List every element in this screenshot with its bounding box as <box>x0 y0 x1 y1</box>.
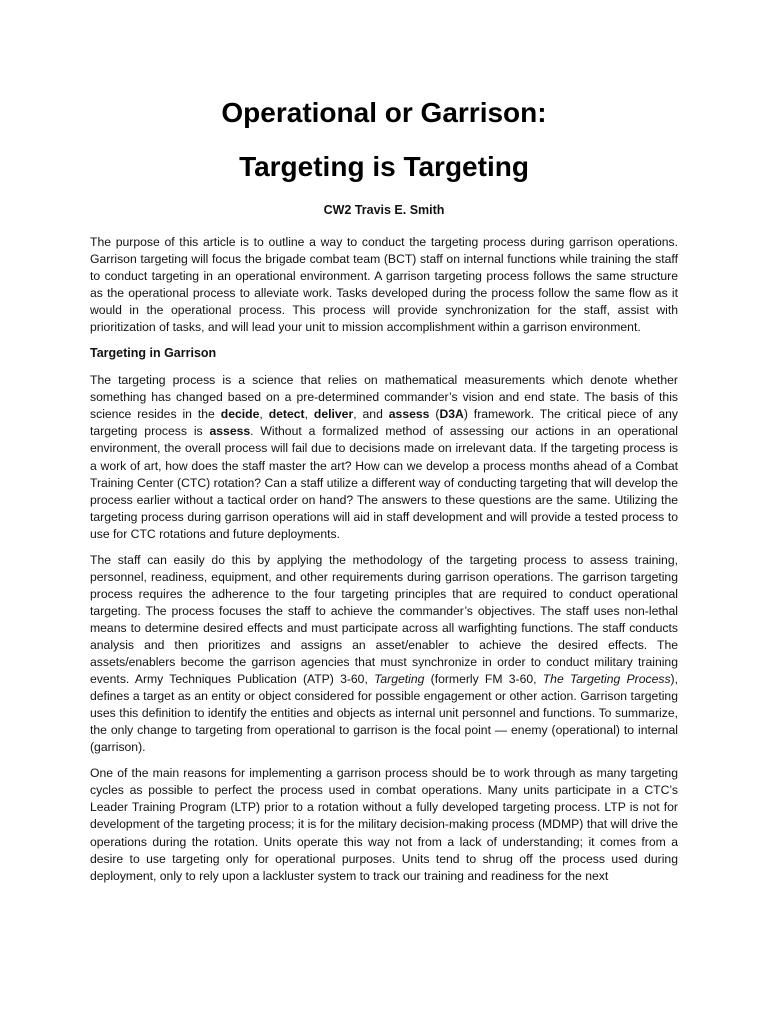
term-detect: detect <box>268 407 305 422</box>
text-run: , <box>304 407 314 422</box>
term-decide: decide <box>220 407 260 422</box>
publication-title-targeting: Targeting <box>374 672 425 687</box>
document-title-line-2: Targeting is Targeting <box>239 151 529 182</box>
term-deliver: deliver <box>313 407 354 422</box>
term-assess: assess <box>388 407 430 422</box>
author-byline: CW2 Travis E. Smith <box>323 203 445 217</box>
text-run: . Without a formalized method of assessing our actions in an operational environment, the overall process will fail due to decisions made on irrelevant data. If the targeting process is a work of art, how does the staff master the art? How can we develop a process months ahead of a Combat Training Center (CTC) rotation? Can a staff utilize a different way of conducting targeting that will develop the process earlier without a tactical order on hand? The answers to these questions are the same. Utilizing the targeting process during garrison operations will aid in staff development and will provide a tested process to use for CTC rotations and future deployments. <box>90 424 678 541</box>
document-page <box>90 96 678 894</box>
paragraph-main-reasons: One of the main reasons for implementing a garrison process should be to work through as many targeting cycles as possible to perfect the process used in combat operations. Many units participate in a CTC’s Leader Training Program (LTP) prior to a rotation without a fully developed targeting process. LTP is not for development of the targeting process; it is for the military decision-making process (MDMP) that will drive the operations during the rotation. Units operate this way not from a lack of understanding; it comes from a desire to use targeting only for operational purposes. Units tend to shrug off the process used during deployment, only to rely upon a lackluster system to track our training and readiness for the next <box>90 766 678 883</box>
term-assess-emphasis: assess <box>209 424 251 439</box>
section-heading-targeting-in-garrison: Targeting in Garrison <box>90 346 217 361</box>
paragraph-staff-methodology <box>90 552 678 757</box>
paragraph-intro: The purpose of this article is to outline a way to conduct the targeting process during garrison operations. Garrison targeting will focus the brigade combat team (BCT) staff on internal functions while training the staff to conduct targeting in an operational environment. A garrison targeting process follows the same structure as the operational process to alleviate work. Tasks developed during the process follow the same flow as it would in the operational process. This process will provide synchronization for the staff, assist with prioritization of tasks, and will lead your unit to mission accomplishment within a garrison environment. <box>90 235 678 335</box>
text-run: ) framework. The critical piece of any targeting process is <box>90 407 678 439</box>
term-d3a: D3A <box>439 407 464 422</box>
text-run: (formerly FM 3-60, <box>424 672 543 687</box>
text-run: The targeting process is a science that relies on mathematical measurements which denote whether something has changed based on a pre-determined commander’s vision and end state. The basis of this science resides in the <box>90 373 678 422</box>
text-run: ( <box>429 407 440 422</box>
text-run: ), defines a target as an entity or object considered for possible engagement or other action. Garrison targeting uses this definition to identify the entities and objects as internal unit personnel and functions. To summarize, the only change to targeting from operational to garrison is the focal point — enemy (operational) to internal (garrison). <box>90 672 678 755</box>
text-run: The staff can easily do this by applying the methodology of the targeting process to assess training, personnel, readiness, equipment, and other requirements during garrison operations. The garrison targeting process requires the adherence to the four targeting principles that are required to conduct operational targeting. The process focuses the staff to achieve the commander’s objectives. The staff uses non-lethal means to determine desired effects and must participate across all warfighting functions. The staff conducts analysis and then prioritizes and assigns an asset/enabler to achieve the desired effects. The assets/enablers become the garrison agencies that must synchronize in order to conduct military training events. Army Techniques Publication (ATP) 3-60, <box>90 552 678 687</box>
paragraph-targeting-science <box>90 372 678 542</box>
publication-title-the-targeting-process: The Targeting Process <box>542 672 671 687</box>
text-run: , <box>259 407 269 422</box>
text-run: , and <box>353 407 389 422</box>
document-title-line-1: Operational or Garrison: <box>221 97 547 128</box>
